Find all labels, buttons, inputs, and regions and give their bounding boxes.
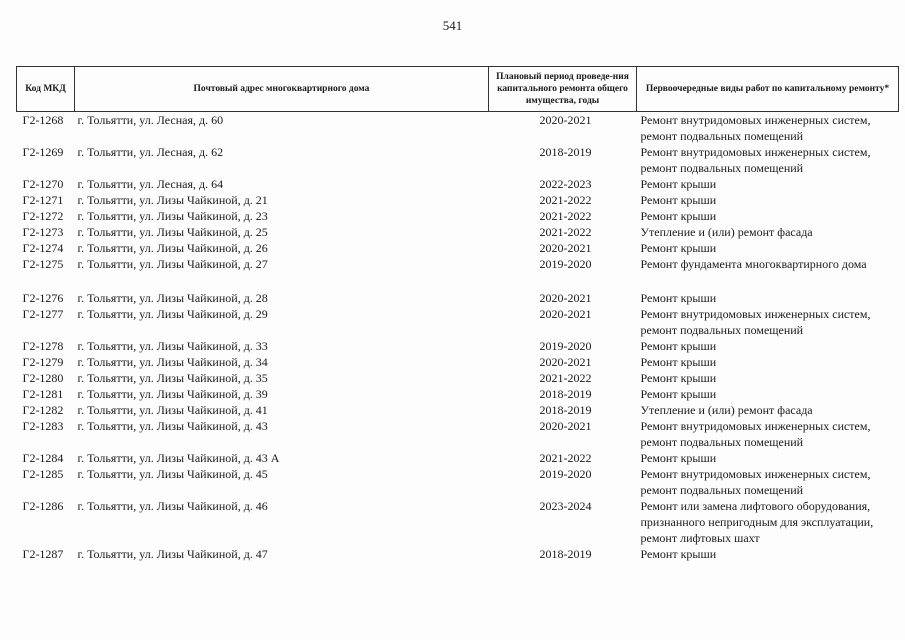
header-works: Первоочередные виды работ по капитальному ремонту* [637,67,899,112]
work-line: Ремонт крыши [640,177,717,191]
row-period: 2021-2022 [539,451,592,465]
row-address: г. Тольятти, ул. Лизы Чайкиной, д. 34 [77,355,268,369]
row-works [637,386,899,402]
table-row [17,370,899,386]
page-number: 541 [442,18,463,33]
row-works [637,450,899,466]
row-period: 2018-2019 [539,145,592,159]
row-works [637,338,899,354]
row-works [637,290,899,306]
row-address: г. Тольятти, ул. Лесная, д. 64 [77,177,224,191]
row-works [637,546,899,562]
row-period: 2021-2022 [539,225,592,239]
row-works [637,112,899,145]
row-period: 2020-2021 [539,355,592,369]
work-line: ремонт подвальных помещений [640,435,804,449]
table-row [17,290,899,306]
work-line: Ремонт внутридомовых инженерных систем, [640,419,871,433]
work-line: Ремонт крыши [640,355,717,369]
row-period: 2018-2019 [539,547,592,561]
row-code: Г2-1284 [22,451,64,465]
table-row [17,306,899,338]
row-period: 2021-2022 [539,209,592,223]
row-code: Г2-1285 [22,467,64,481]
work-line: Ремонт внутридомовых инженерных систем, [640,467,871,481]
table-row [17,256,899,272]
work-line: признанного непригодным для эксплуатации, [640,515,874,529]
row-period: 2023-2024 [539,499,592,513]
work-line: Ремонт внутридомовых инженерных систем, [640,145,871,159]
table-row [17,354,899,370]
table-row [17,176,899,192]
table-row [17,386,899,402]
row-period: 2022-2023 [539,177,592,191]
work-line: Ремонт крыши [640,451,717,465]
table-row [17,402,899,418]
row-code: Г2-1273 [22,225,64,239]
header-period: Плановый период проведе-ния капитального ремонта общего имущества, годы [489,67,637,112]
table-row [17,418,899,450]
row-address: г. Тольятти, ул. Лизы Чайкиной, д. 21 [77,193,268,207]
row-spacer-cell [17,272,899,290]
row-address: г. Тольятти, ул. Лизы Чайкиной, д. 41 [77,403,268,417]
row-address: г. Тольятти, ул. Лизы Чайкиной, д. 46 [77,499,268,513]
table-row [17,498,899,546]
row-address: г. Тольятти, ул. Лизы Чайкиной, д. 43 А [77,451,280,465]
row-works [637,224,899,240]
row-code: Г2-1272 [22,209,64,223]
table-row [17,208,899,224]
work-line: Ремонт крыши [640,387,717,401]
row-code: Г2-1281 [22,387,64,401]
row-address: г. Тольятти, ул. Лесная, д. 62 [77,145,224,159]
row-works [637,208,899,224]
row-works [637,418,899,450]
row-address: г. Тольятти, ул. Лизы Чайкиной, д. 23 [77,209,268,223]
work-line: Ремонт крыши [640,371,717,385]
table-row [17,450,899,466]
row-address: г. Тольятти, ул. Лизы Чайкиной, д. 33 [77,339,268,353]
table-row [17,240,899,256]
row-period: 2020-2021 [539,419,592,433]
row-code: Г2-1270 [22,177,64,191]
row-works [637,402,899,418]
row-period: 2020-2021 [539,291,592,305]
work-line: Ремонт крыши [640,209,717,223]
row-address: г. Тольятти, ул. Лизы Чайкиной, д. 26 [77,241,268,255]
row-works [637,498,899,546]
row-period: 2020-2021 [539,241,592,255]
row-code: Г2-1287 [22,547,64,561]
work-line: ремонт подвальных помещений [640,161,804,175]
work-line: Ремонт внутридомовых инженерных систем, [640,113,871,127]
row-address: г. Тольятти, ул. Лизы Чайкиной, д. 25 [77,225,268,239]
work-line: Ремонт крыши [640,241,717,255]
table-row [17,546,899,562]
work-line: ремонт лифтовых шахт [640,531,760,545]
row-address: г. Тольятти, ул. Лизы Чайкиной, д. 45 [77,467,268,481]
row-works [637,176,899,192]
table-row [17,144,899,176]
row-works [637,192,899,208]
row-works [637,466,899,498]
table-row [17,338,899,354]
header-code: Код МКД [17,67,75,112]
row-code: Г2-1278 [22,339,64,353]
work-line: ремонт подвальных помещений [640,323,804,337]
row-address: г. Тольятти, ул. Лизы Чайкиной, д. 27 [77,257,268,271]
table-header-row [17,67,899,112]
row-code: Г2-1268 [22,113,64,127]
row-code: Г2-1276 [22,291,64,305]
work-line: Ремонт крыши [640,291,717,305]
row-address: г. Тольятти, ул. Лизы Чайкиной, д. 39 [77,387,268,401]
row-works [637,144,899,176]
work-line: Ремонт крыши [640,193,717,207]
row-works [637,370,899,386]
row-code: Г2-1271 [22,193,64,207]
row-address: г. Тольятти, ул. Лизы Чайкиной, д. 29 [77,307,268,321]
row-code: Г2-1277 [22,307,64,321]
work-line: ремонт подвальных помещений [640,129,804,143]
row-works [637,306,899,338]
work-line: Ремонт фундамента многоквартирного дома [640,257,867,271]
work-line: Ремонт внутридомовых инженерных систем, [640,307,871,321]
row-code: Г2-1283 [22,419,64,433]
row-period: 2019-2020 [539,257,592,271]
work-line: Утепление и (или) ремонт фасада [640,403,813,417]
row-works [637,256,899,272]
work-line: Ремонт или замена лифтового оборудования, [640,499,871,513]
row-works [637,354,899,370]
work-line: Утепление и (или) ремонт фасада [640,225,813,239]
table-row [17,466,899,498]
table-row [17,224,899,240]
row-period: 2019-2020 [539,467,592,481]
work-line: ремонт подвальных помещений [640,483,804,497]
row-code: Г2-1280 [22,371,64,385]
row-period: 2021-2022 [539,371,592,385]
row-address: г. Тольятти, ул. Лизы Чайкиной, д. 47 [77,547,268,561]
header-address: Почтовый адрес многоквартирного дома [75,67,489,112]
row-works [637,240,899,256]
row-address: г. Тольятти, ул. Лизы Чайкиной, д. 35 [77,371,268,385]
row-spacer [17,272,899,290]
row-address: г. Тольятти, ул. Лизы Чайкиной, д. 43 [77,419,268,433]
row-period: 2021-2022 [539,193,592,207]
row-code: Г2-1279 [22,355,64,369]
row-code: Г2-1269 [22,145,64,159]
work-line: Ремонт крыши [640,339,717,353]
row-period: 2020-2021 [539,307,592,321]
row-code: Г2-1275 [22,257,64,271]
table-row [17,192,899,208]
row-address: г. Тольятти, ул. Лесная, д. 60 [77,113,224,127]
row-code: Г2-1282 [22,403,64,417]
row-period: 2020-2021 [539,113,592,127]
work-line: Ремонт крыши [640,547,717,561]
row-period: 2018-2019 [539,403,592,417]
row-period: 2018-2019 [539,387,592,401]
row-code: Г2-1274 [22,241,64,255]
row-period: 2019-2020 [539,339,592,353]
row-code: Г2-1286 [22,499,64,513]
table-body [17,112,899,563]
row-address: г. Тольятти, ул. Лизы Чайкиной, д. 28 [77,291,268,305]
capital-repair-table [16,66,899,562]
table-row [17,112,899,145]
